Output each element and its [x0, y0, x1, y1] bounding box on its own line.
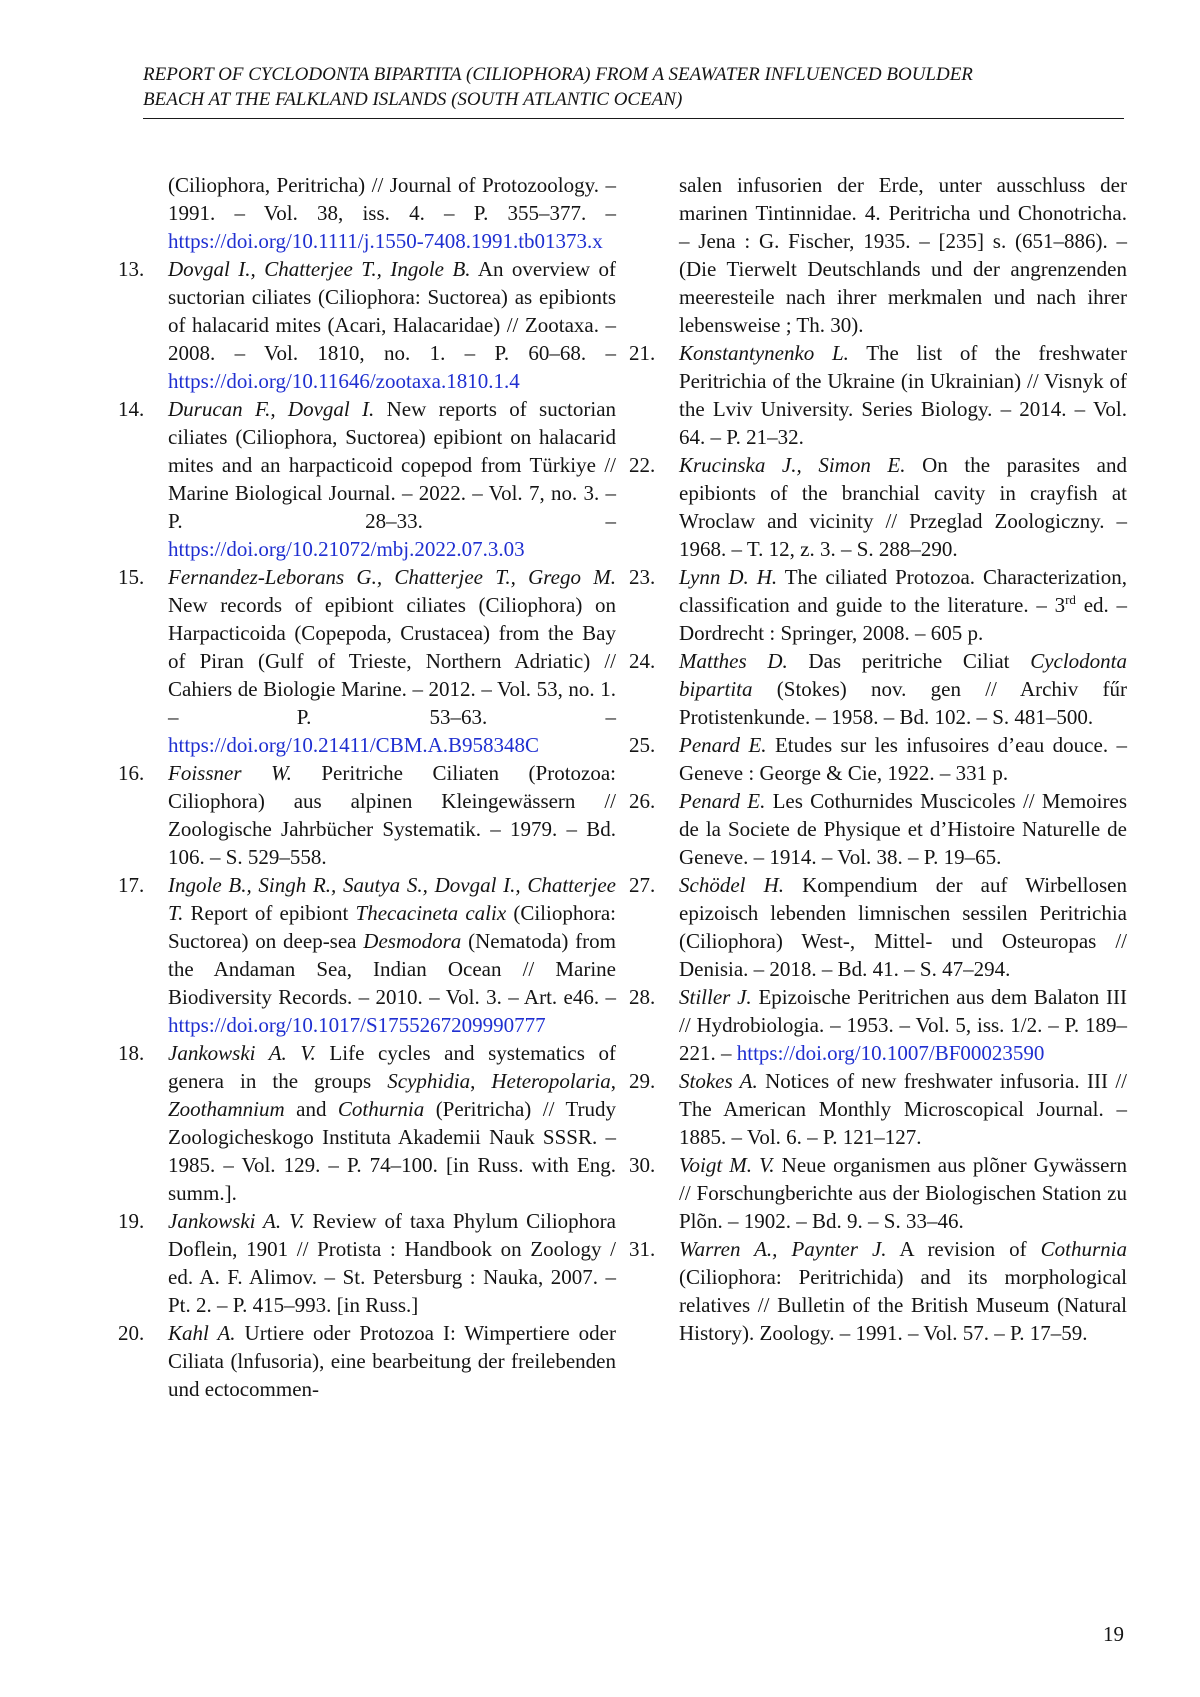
reference-text: (Peritricha) // Trudy Zoologicheskogo Instituta Akademii Nauk SSSR. – 1985. – Vol. 129. – P. 74–100. [in Russ. with Eng. summ.].: [168, 1097, 617, 1205]
reference-31: [629, 1235, 1127, 1347]
reference-authors: Voigt M. V.: [679, 1153, 775, 1177]
reference-text: Notices of new freshwater infusoria. III // The American Monthly Microscopical Journal. – 1885. – Vol. 6. – P. 121–127.: [679, 1069, 1127, 1149]
reference-24: [629, 647, 1127, 731]
reference-authors: Lynn D. H.: [679, 565, 778, 589]
reference-17: [118, 871, 616, 1039]
reference-15: [118, 563, 616, 759]
reference-text: and: [296, 1097, 327, 1121]
doi-link[interactable]: https://doi.org/10.1111/j.1550-7408.1991.tb01373.x: [168, 229, 603, 253]
reference-text: ed. – Dordrecht : Springer, 2008. – 605 p.: [679, 593, 1128, 645]
reference-text: Das peritriche Ciliat: [808, 649, 1010, 673]
reference-14: [118, 395, 616, 563]
reference-text: The ciliated Protozoa. Characterization, classification and guide to the literature. – 3: [679, 565, 1127, 617]
reference-text: (Nematoda) from the Andaman Sea, Indian Ocean // Marine Biodiversity Records. – 2010. – Vol. 3. – Art. e46. –: [168, 929, 616, 1009]
reference-authors: Fernandez-Leborans G., Chatterjee T., Grego M.: [168, 565, 616, 589]
reference-20: [118, 1319, 616, 1403]
reference-text: On the parasites and epibionts of the branchial cavity in crayfish at Wroclaw and vicinity // Przeglad Zoologiczny. – 1968. – T. 12, z. 3. – S. 288–290.: [679, 453, 1127, 561]
reference-authors: Jankowski A. V.: [168, 1041, 316, 1065]
ordinal-suffix: rd: [1065, 592, 1076, 607]
reference-number: 29.: [629, 1069, 656, 1093]
reference-text: Neue organismen aus plõner Gywässern // Forschungberichte aus der Biologischen Station zu Plõn. – 1902. – Bd. 9. – S. 33–46.: [679, 1153, 1127, 1233]
reference-authors: Ingole B., Singh R., Sautya S., Dovgal I., Chatterjee T.: [168, 873, 616, 925]
running-head: [143, 62, 1124, 119]
reference-number: 28.: [629, 985, 656, 1009]
genus-name: Desmodora: [363, 929, 462, 953]
reference-number: 20.: [118, 1321, 145, 1345]
reference-number: 18.: [118, 1041, 145, 1065]
reference-authors: Konstantynenko L.: [679, 341, 849, 365]
reference-authors: Schödel H.: [679, 873, 785, 897]
reference-number: 22.: [629, 453, 656, 477]
reference-number: 27.: [629, 873, 656, 897]
reference-26: [629, 787, 1127, 871]
reference-number: 13.: [118, 257, 145, 281]
reference-number: 26.: [629, 789, 656, 813]
genus-name: Cothurnia: [337, 1097, 425, 1121]
reference-text: An overview of suctorian ciliates (Ciliophora: Suctorea) as epibionts of halacarid mites (Acari, Halacaridae) // Zootaxa. – 2008. – Vol. 1810, no. 1. – P. 60–68. –: [168, 257, 617, 365]
reference-authors: Kahl A.: [168, 1321, 236, 1345]
reference-text: (Ciliophora: Peritrichida) and its morphological relatives // Bulletin of the British Museum (Natural History). Zoology. – 1991. – Vol. 57. – P. 17–59.: [679, 1265, 1127, 1345]
page-number: 19: [1103, 1622, 1124, 1646]
reference-number: 15.: [118, 565, 145, 589]
reference-20-continuation: [629, 171, 1127, 339]
genus-name: Cothurnia: [1040, 1237, 1128, 1261]
reference-text: Review of taxa Phylum Ciliophora Doflein, 1901 // Protista : Handbook on Zoology / ed. A. F. Alimov. – St. Petersburg : Nauka, 2007. – Pt. 2. – P. 415–993. [in Russ.]: [168, 1209, 616, 1317]
reference-text: Life cycles and systematics of genera in the groups: [168, 1041, 616, 1093]
reference-27: [629, 871, 1127, 983]
reference-number: 24.: [629, 649, 656, 673]
genus-name: Zoothamnium: [168, 1097, 285, 1121]
reference-29: [629, 1067, 1127, 1151]
reference-text: New records of epibiont ciliates (Ciliophora) on Harpacticoida (Copepoda, Crustacea) from the Bay of Piran (Gulf of Trieste, Northern Adriatic) // Cahiers de Biologie Marine. – 2012. – Vol. 53, no. 1. – P. 53–63. –: [168, 593, 616, 729]
species-name: Thecacineta calix: [355, 901, 507, 925]
reference-18: 18. Jankowski A. V. Life cycles and systematics of genera in the groups Scyphidia, Heteropolaria, Zoothamnium and Cothurnia (Peritricha) // Trudy Zoologicheskogo Instituta Akademii Nauk SSSR. – 1985. – Vol. 129. – P. 74–100. [in Russ. with Eng. summ.].: [118, 1041, 617, 1205]
reference-25: [629, 731, 1127, 787]
reference-12-continuation: [118, 171, 616, 255]
reference-text: Kompendium der auf Wirbellosen epizoisch lebenden limnischen sessilen Peritrichia (Ciliophora) West-, Mittel- und Osteuropas // Denisia. – 2018. – Bd. 41. – S. 47–294.: [679, 873, 1128, 981]
reference-text: The list of the freshwater Peritrichia of the Ukraine (in Ukrainian) // Visnyk of the Lviv University. Series Biology. – 2014. – Vol. 64. – P. 21–32.: [679, 341, 1127, 449]
reference-19: [118, 1207, 616, 1319]
reference-30: [629, 1151, 1127, 1235]
reference-text: Epizoische Peritrichen aus dem Balaton III // Hydrobiologia. – 1953. – Vol. 5, iss. 1/2. – P. 189–221. –: [679, 985, 1128, 1065]
reference-authors: Penard E.: [679, 733, 767, 757]
doi-link[interactable]: https://doi.org/10.1007/BF00023590: [736, 1041, 1045, 1065]
reference-28: [629, 983, 1127, 1067]
reference-21: [629, 339, 1127, 451]
running-head-line-1: REPORT OF CYCLODONTA BIPARTITA (CILIOPHORA) FROM A SEAWATER INFLUENCED BOULDER: [143, 64, 973, 85]
reference-text: Peritriche Ciliaten (Protozoa: Ciliophora) aus alpinen Kleingewässern // Zoologische Jahrbücher Systematik. – 1979. – Bd. 106. – S. 529–558.: [168, 761, 617, 869]
reference-authors: Foissner W.: [168, 761, 292, 785]
references-left-column: [118, 171, 616, 1403]
reference-text: New reports of suctorian ciliates (Ciliophora, Suctorea) epibiont on halacarid mites and an harpacticoid copepod from Türkiye // Marine Biological Journal. – 2022. – Vol. 7, no. 3. – P. 28–33. –: [168, 397, 617, 533]
doi-link[interactable]: https://doi.org/10.1017/S1755267209990777: [168, 1013, 546, 1037]
reference-text: (Stokes) nov. gen // Archiv fűr Protistenkunde. – 1958. – Bd. 102. – S. 481–500.: [679, 677, 1128, 729]
genus-name: Heteropolaria: [491, 1069, 611, 1093]
references-right-column: [629, 171, 1127, 1347]
reference-number: 30.: [629, 1153, 656, 1177]
reference-authors: Penard E.: [679, 789, 766, 813]
reference-number: 14.: [118, 397, 145, 421]
reference-text: Etudes sur les infusoires d’eau douce. – Geneve : George & Cie, 1922. – 331 p.: [679, 733, 1127, 785]
reference-text: Report of epibiont: [190, 901, 349, 925]
reference-23: [629, 563, 1127, 647]
species-name: Cyclodonta bipartita: [679, 649, 1128, 701]
reference-number: 31.: [629, 1237, 656, 1261]
reference-authors: Dovgal I., Chatterjee T., Ingole B.: [168, 257, 471, 281]
reference-16: [118, 759, 616, 871]
reference-number: 19.: [118, 1209, 145, 1233]
genus-name: Scyphidia: [387, 1069, 471, 1093]
reference-authors: Krucinska J., Simon E.: [679, 453, 906, 477]
reference-authors: Warren A., Paynter J.: [679, 1237, 887, 1261]
reference-number: 23.: [629, 565, 656, 589]
reference-text: A revision of: [899, 1237, 1027, 1261]
doi-link[interactable]: https://doi.org/10.11646/zootaxa.1810.1.4: [168, 369, 520, 393]
reference-text: Urtiere oder Protozoa I: Wimpertiere oder Ciliata (lnfusoria), eine bearbeitung der freilebenden und ectocommen-: [168, 1321, 616, 1401]
reference-number: 21.: [629, 341, 656, 365]
reference-authors: Stiller J.: [679, 985, 752, 1009]
reference-22: [629, 451, 1127, 563]
reference-number: 17.: [118, 873, 145, 897]
reference-text: (Ciliophora, Peritricha) // Journal of Protozoology. – 1991. – Vol. 38, iss. 4. – P. 355–377. –: [168, 173, 616, 225]
reference-number: 16.: [118, 761, 145, 785]
reference-authors: Matthes D.: [679, 649, 788, 673]
reference-text: (Ciliophora: Suctorea) on deep-sea: [168, 901, 616, 953]
reference-authors: Durucan F., Dovgal I.: [168, 397, 375, 421]
reference-authors: Jankowski A. V.: [168, 1209, 305, 1233]
reference-number: 25.: [629, 733, 656, 757]
doi-link[interactable]: https://doi.org/10.21411/CBM.A.B958348C: [168, 733, 540, 757]
reference-13: [118, 255, 616, 395]
reference-text: salen infusorien der Erde, unter ausschluss der marinen Tintinnidae. 4. Peritricha und Chonotricha. – Jena : G. Fischer, 1935. – [235] s. (651–886). – (Die Tierwelt Deutschlands und der angrenzenden meeresteile nach ihrer merkmalen und nach ihrer lebensweise ; Th. 30).: [679, 173, 1127, 337]
reference-text: Les Cothurnides Muscicoles // Memoires de la Societe de Physique et d’Histoire Naturelle de Geneve. – 1914. – Vol. 38. – P. 19–65.: [679, 789, 1128, 869]
doi-link[interactable]: https://doi.org/10.21072/mbj.2022.07.3.03: [168, 537, 525, 561]
reference-authors: Stokes A.: [679, 1069, 758, 1093]
running-head-line-2: BEACH AT THE FALKLAND ISLANDS (SOUTH ATLANTIC OCEAN): [143, 89, 683, 110]
